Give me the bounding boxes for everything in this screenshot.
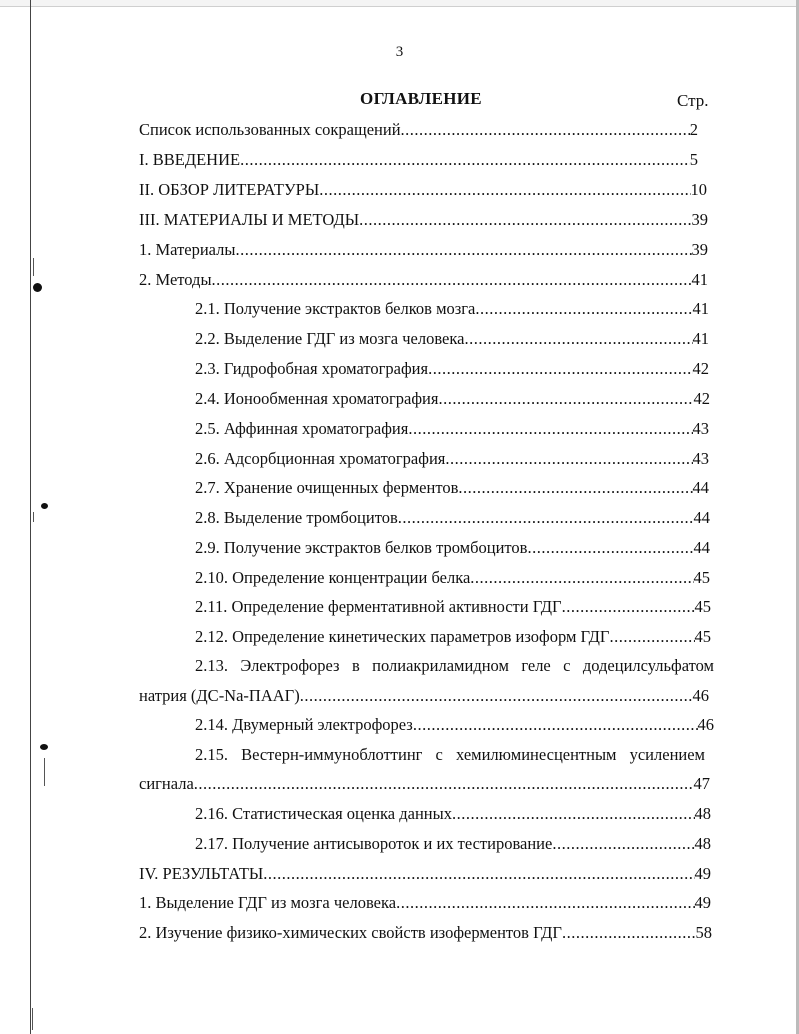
scan-mark [33,258,34,276]
toc-entry-text: 2.1. Получение экстрактов белков мозга [195,299,476,318]
leader-dots [235,240,691,260]
toc-entry-text: 2.6. Адсорбционная хроматография [195,449,446,468]
toc-entry-text-line1: 2.15. Вестерн-иммуноблоттинг с хемилюминесцентным усилением [195,745,705,764]
leader-dots [194,774,694,794]
toc-entry-page: 2 [689,120,698,139]
toc-entry[interactable] [139,210,708,230]
toc-entry-text: 2.8. Выделение тромбоцитов [195,508,398,527]
toc-entry-page: 43 [692,419,709,438]
toc-entry[interactable] [195,329,709,349]
leader-dots [475,299,692,319]
toc-entry-page: 10 [690,180,707,199]
toc-entry-page: 44 [693,538,710,557]
toc-title: ОГЛАВЛЕНИЕ [360,89,482,108]
toc-entry-page: 46 [697,715,714,734]
leader-dots [401,120,690,140]
toc-entry-text: 2.5. Аффинная хроматография [195,419,409,438]
toc-entry-text: 2.4. Ионообменная хроматография [195,389,439,408]
leader-dots [408,419,692,439]
page-column-label: Стр. [677,91,709,110]
toc-entry[interactable] [139,240,708,260]
scan-mark [44,758,45,786]
leader-dots [428,359,692,379]
toc-entry[interactable] [139,150,698,170]
toc-entry-text: I. ВВЕДЕНИЕ [139,150,241,169]
toc-entry-page: 48 [694,804,711,823]
toc-entry[interactable] [139,270,708,290]
toc-entry-text-line1: 2.13. Электрофорез в полиакриламидном геле с додецилсульфатом [195,656,714,675]
toc-entry-text: 2.9. Получение экстрактов белков тромбоцитов [195,538,528,557]
toc-entry-page: 42 [693,389,710,408]
toc-entry-page: 43 [692,449,709,468]
leader-dots [212,270,692,290]
toc-entry-page: 41 [692,329,709,348]
toc-entry[interactable] [195,715,714,735]
leader-dots [359,210,691,230]
toc-entry[interactable] [195,299,709,319]
leader-dots [562,923,696,943]
toc-entry[interactable] [195,449,709,469]
toc-entry-page: 45 [693,568,710,587]
scan-mark [33,512,34,522]
scan-speck [40,744,48,750]
toc-entry-text: 2.10. Определение концентрации белка [195,568,471,587]
toc-entry-text: натрия (ДС-Na-ПААГ) [139,686,300,705]
toc-entry-text: сигнала [139,774,194,793]
toc-entry-text: 2.14. Двумерный электрофорез [195,715,413,734]
toc-entry-page: 58 [695,923,712,942]
toc-entry-page: 5 [689,150,698,169]
leader-dots [527,538,693,558]
leader-dots [445,449,692,469]
scan-speck [33,283,42,292]
leader-dots [609,627,694,647]
leader-dots [552,834,694,854]
toc-entry-page: 41 [691,270,708,289]
toc-entry-text: III. МАТЕРИАЛЫ И МЕТОДЫ [139,210,360,229]
toc-entry[interactable] [195,538,710,558]
toc-entry-text: 1. Материалы [139,240,236,259]
toc-entry[interactable] [139,893,711,913]
leader-dots [319,180,690,200]
leader-dots [452,804,695,824]
leader-dots [240,150,690,170]
toc-entry[interactable] [195,478,709,498]
toc-entry-text: II. ОБЗОР ЛИТЕРАТУРЫ [139,180,320,199]
leader-dots [562,597,695,617]
toc-entry[interactable] [195,804,711,824]
toc-entry-text: 2.12. Определение кинетических параметров изоформ ГДГ [195,627,610,646]
toc-entry-page: 48 [694,834,711,853]
leader-dots [263,864,694,884]
toc-entry-text: 2.11. Определение ферментативной активности ГДГ [195,597,562,616]
toc-entry-page: 44 [692,478,709,497]
toc-entry[interactable] [139,864,711,884]
toc-entry-page: 46 [692,686,709,705]
toc-entry-text: 2. Методы [139,270,212,289]
toc-entry-text: IV. РЕЗУЛЬТАТЫ [139,864,264,883]
toc-entry[interactable] [139,774,710,794]
toc-entry[interactable] [139,923,712,943]
toc-entry-page: 41 [692,299,709,318]
leader-dots [438,389,693,409]
toc-entry[interactable] [195,359,709,379]
toc-entry-page: 49 [694,893,711,912]
toc-entry[interactable] [195,597,711,617]
toc-entry-page: 42 [692,359,709,378]
toc-entry[interactable] [195,389,710,409]
leader-dots [398,508,694,528]
toc-entry[interactable] [195,419,709,439]
leader-dots [470,568,693,588]
toc-entry-text: 2. Изучение физико-химических свойств изоферментов ГДГ [139,923,562,942]
toc-entry[interactable] [139,120,698,140]
toc-entry-page: 44 [693,508,710,527]
toc-entry-text: 2.7. Хранение очищенных ферментов [195,478,459,497]
toc-entry[interactable] [195,834,711,854]
leader-dots [464,329,692,349]
toc-entry[interactable] [195,627,711,647]
toc-entry-page: 39 [691,240,708,259]
toc-entry[interactable] [139,180,707,200]
scan-top-edge [0,0,799,7]
toc-entry-page: 45 [694,627,711,646]
toc-entry-text: 2.3. Гидрофобная хроматография [195,359,429,378]
toc-entry-page: 47 [693,774,710,793]
toc-entry[interactable] [195,508,710,528]
toc-entry-text: 2.16. Статистическая оценка данных [195,804,452,823]
leader-dots [413,715,698,735]
leader-dots [458,478,692,498]
page-number: 3 [395,44,404,60]
scan-mark [32,1008,33,1030]
toc-entry-text: 2.2. Выделение ГДГ из мозга человека [195,329,465,348]
toc-entry-text: Список использованных сокращений [139,120,401,139]
toc-entry-page: 49 [694,864,711,883]
toc-entry-page: 45 [694,597,711,616]
scan-left-margin-line [30,0,31,1034]
leader-dots [396,893,694,913]
toc-entry[interactable] [195,568,710,588]
toc-entry[interactable] [139,686,709,706]
toc-entry-page: 39 [691,210,708,229]
toc-entry-text: 1. Выделение ГДГ из мозга человека [139,893,397,912]
leader-dots [300,686,693,706]
toc-entry-text: 2.17. Получение антисывороток и их тестирование [195,834,553,853]
scan-speck [41,503,48,509]
